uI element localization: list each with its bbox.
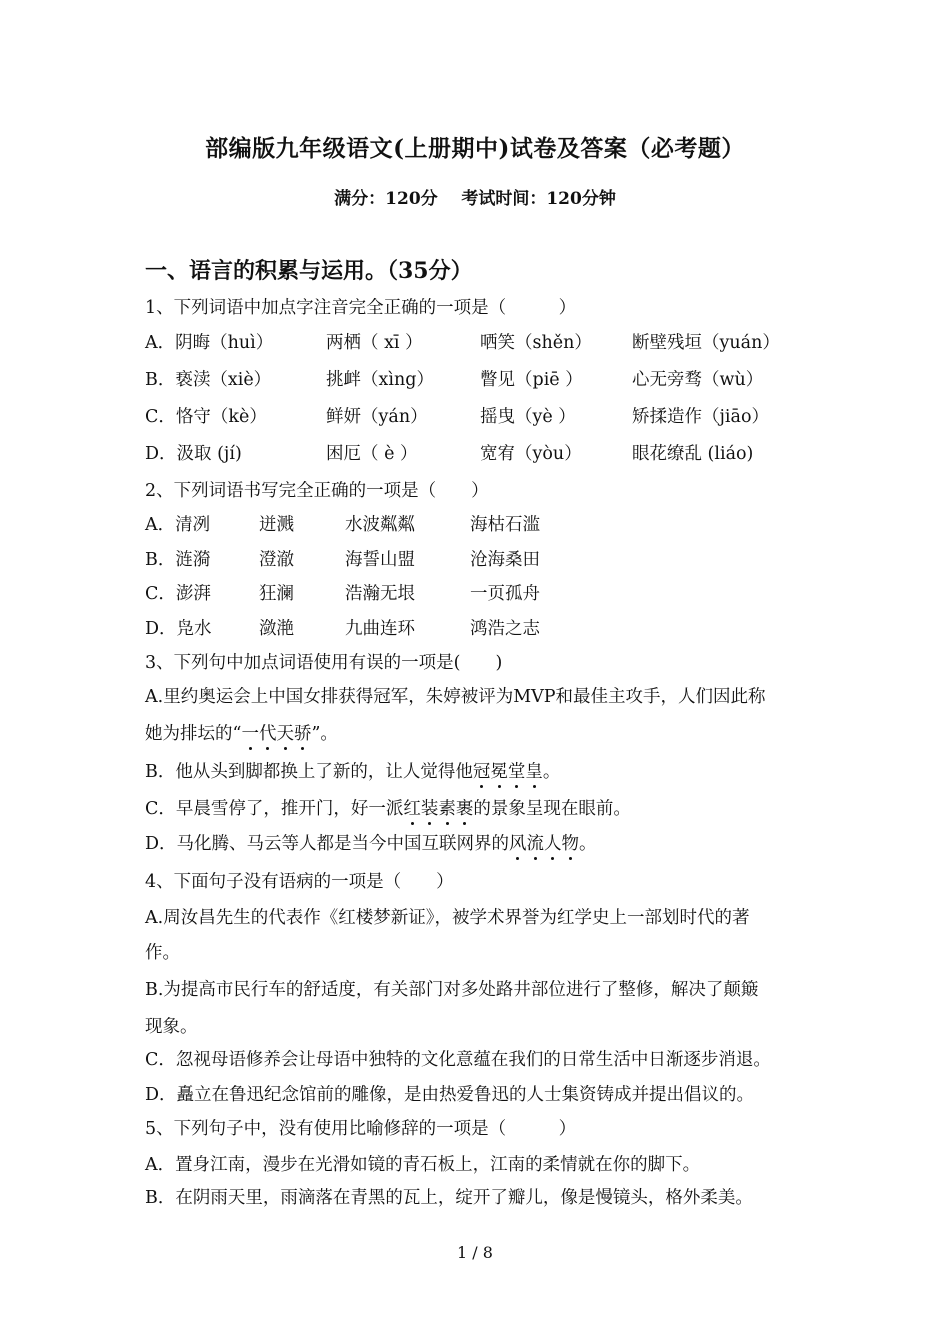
- q2-option-b-3: 海誓山盟: [345, 550, 415, 570]
- q2-option-a-1: A．清冽: [145, 515, 211, 535]
- q3-option-a-dotted-word: [241, 724, 311, 744]
- dotted-char: 物: [562, 830, 580, 855]
- question-4-stem: 4、下面句子没有语病的一项是（ ）: [145, 872, 454, 892]
- q3-option-b-dotted-word: [473, 762, 543, 782]
- q1-option-d-3: 宽宥（yòu）: [480, 444, 582, 464]
- q1-option-b-1: B．亵渎（xiè）: [145, 370, 272, 390]
- q3-option-d-dotted-word: [509, 834, 579, 854]
- dotted-char: 冕: [490, 758, 508, 783]
- q1-option-d-2: 困厄（ è ）: [326, 444, 418, 464]
- section-heading: 一、语言的积累与运用。（35分）: [145, 258, 473, 284]
- q2-option-d-2: 潋滟: [259, 619, 294, 639]
- q1-option-d-4: 眼花缭乱 (liáo): [632, 444, 754, 464]
- dotted-char: 素: [438, 795, 456, 820]
- dotted-char: 风: [509, 830, 527, 855]
- q4-option-b-line1: B.为提高市民行车的舒适度，有关部门对多处路井部位进行了整修，解决了颠簸: [145, 980, 759, 1000]
- dotted-char: 一: [241, 720, 259, 745]
- q3-option-c-pre: C．早晨雪停了，推开门，好一派: [145, 799, 404, 819]
- q3-option-c-dotted-word: [403, 799, 473, 819]
- dotted-char: 裹: [456, 795, 474, 820]
- q3-option-a-pre: 她为排坛的“: [145, 724, 242, 744]
- q1-option-c-3: 摇曳（yè ）: [480, 407, 576, 427]
- q1-option-a-2: 两栖（ xī ）: [326, 333, 423, 353]
- q3-option-d: [145, 830, 597, 855]
- dotted-char: 天: [276, 720, 294, 745]
- q2-option-c-2: 狂澜: [259, 584, 294, 604]
- q3-option-b-pre: B．他从头到脚都换上了新的，让人觉得他: [145, 762, 473, 782]
- q5-option-b: B．在阴雨天里，雨滴落在青黑的瓦上，绽开了瓣儿，像是慢镜头，格外柔美。: [145, 1188, 753, 1208]
- q3-option-c-post: 的景象呈现在眼前。: [473, 799, 631, 819]
- question-2-stem: 2、下列词语书写完全正确的一项是（ ）: [145, 481, 489, 501]
- q4-option-a-line2: 作。: [145, 943, 180, 963]
- q2-option-a-2: 迸溅: [259, 515, 294, 535]
- page-number: 1 / 8: [457, 1243, 493, 1262]
- q5-option-a: A．置身江南，漫步在光滑如镜的青石板上，江南的柔情就在你的脚下。: [145, 1155, 701, 1175]
- q3-option-b: [145, 758, 560, 783]
- q2-option-d-3: 九曲连环: [345, 619, 415, 639]
- dotted-char: 堂: [508, 758, 526, 783]
- page-title: 部编版九年级语文(上册期中)试卷及答案（必考题）: [205, 135, 745, 162]
- q3-option-d-pre: D．马化腾、马云等人都是当今中国互联网界的: [145, 834, 510, 854]
- q2-option-b-4: 沧海桑田: [470, 550, 540, 570]
- q2-option-d-1: D．凫水: [145, 619, 212, 639]
- q4-option-c: C．忽视母语修养会让母语中独特的文化意蕴在我们的日常生活中日渐逐步消退。: [145, 1050, 771, 1070]
- dotted-char: 红: [403, 795, 421, 820]
- q1-option-b-2: 挑衅（xìng）: [326, 370, 434, 390]
- q2-option-c-1: C．澎湃: [145, 584, 211, 604]
- q1-option-c-2: 鲜妍（yán）: [326, 407, 428, 427]
- q1-option-c-4: 矫揉造作（jiāo）: [632, 407, 769, 427]
- dotted-char: 人: [544, 830, 562, 855]
- q2-option-c-4: 一页孤舟: [470, 584, 540, 604]
- q3-option-a-line1: A.里约奥运会上中国女排获得冠军，朱婷被评为MVP和最佳主攻手，人们因此称: [145, 687, 766, 707]
- q3-option-a-post: ”。: [311, 724, 338, 744]
- question-3-stem: 3、下列句中加点词语使用有误的一项是( ): [145, 653, 503, 673]
- q1-option-a-1: A．阴晦（huì）: [145, 333, 274, 353]
- q2-option-b-1: B．涟漪: [145, 550, 211, 570]
- q2-option-a-3: 水波粼粼: [345, 515, 415, 535]
- question-1-stem: 1、下列词语中加点字注音完全正确的一项是（ ）: [145, 298, 577, 318]
- q1-option-b-3: 瞥见（piē ）: [480, 370, 583, 390]
- q1-option-d-1: D．汲取 (jí): [145, 444, 242, 464]
- q3-option-a-line2: [145, 720, 338, 745]
- q2-option-b-2: 澄澈: [259, 550, 294, 570]
- q3-option-d-post: 。: [579, 834, 597, 854]
- q1-option-b-4: 心无旁骛（wù）: [632, 370, 764, 390]
- dotted-char: 装: [421, 795, 439, 820]
- q1-option-a-4: 断壁残垣（yuán）: [632, 333, 780, 353]
- dotted-char: 代: [259, 720, 277, 745]
- q2-option-c-3: 浩瀚无垠: [345, 584, 415, 604]
- dotted-char: 冠: [473, 758, 491, 783]
- dotted-char: 皇: [525, 758, 543, 783]
- score-time-info: 满分：120分 考试时间：120分钟: [334, 189, 616, 209]
- q4-option-b-line2: 现象。: [145, 1017, 198, 1037]
- q4-option-a-line1: A.周汝昌先生的代表作《红楼梦新证》，被学术界誉为红学史上一部划时代的著: [145, 908, 750, 928]
- q2-option-a-4: 海枯石滥: [470, 515, 540, 535]
- q1-option-a-3: 哂笑（shěn）: [480, 333, 592, 353]
- q2-option-d-4: 鸿浩之志: [470, 619, 540, 639]
- q4-option-d: D．矗立在鲁迅纪念馆前的雕像，是由热爱鲁迅的人士集资铸成并提出倡议的。: [145, 1085, 755, 1105]
- dotted-char: 骄: [294, 720, 312, 745]
- q1-option-c-1: C．恪守（kè）: [145, 407, 267, 427]
- dotted-char: 流: [527, 830, 545, 855]
- q3-option-c: [145, 795, 631, 820]
- q3-option-b-post: 。: [542, 762, 561, 782]
- question-5-stem: 5、下列句子中，没有使用比喻修辞的一项是（ ）: [145, 1119, 577, 1139]
